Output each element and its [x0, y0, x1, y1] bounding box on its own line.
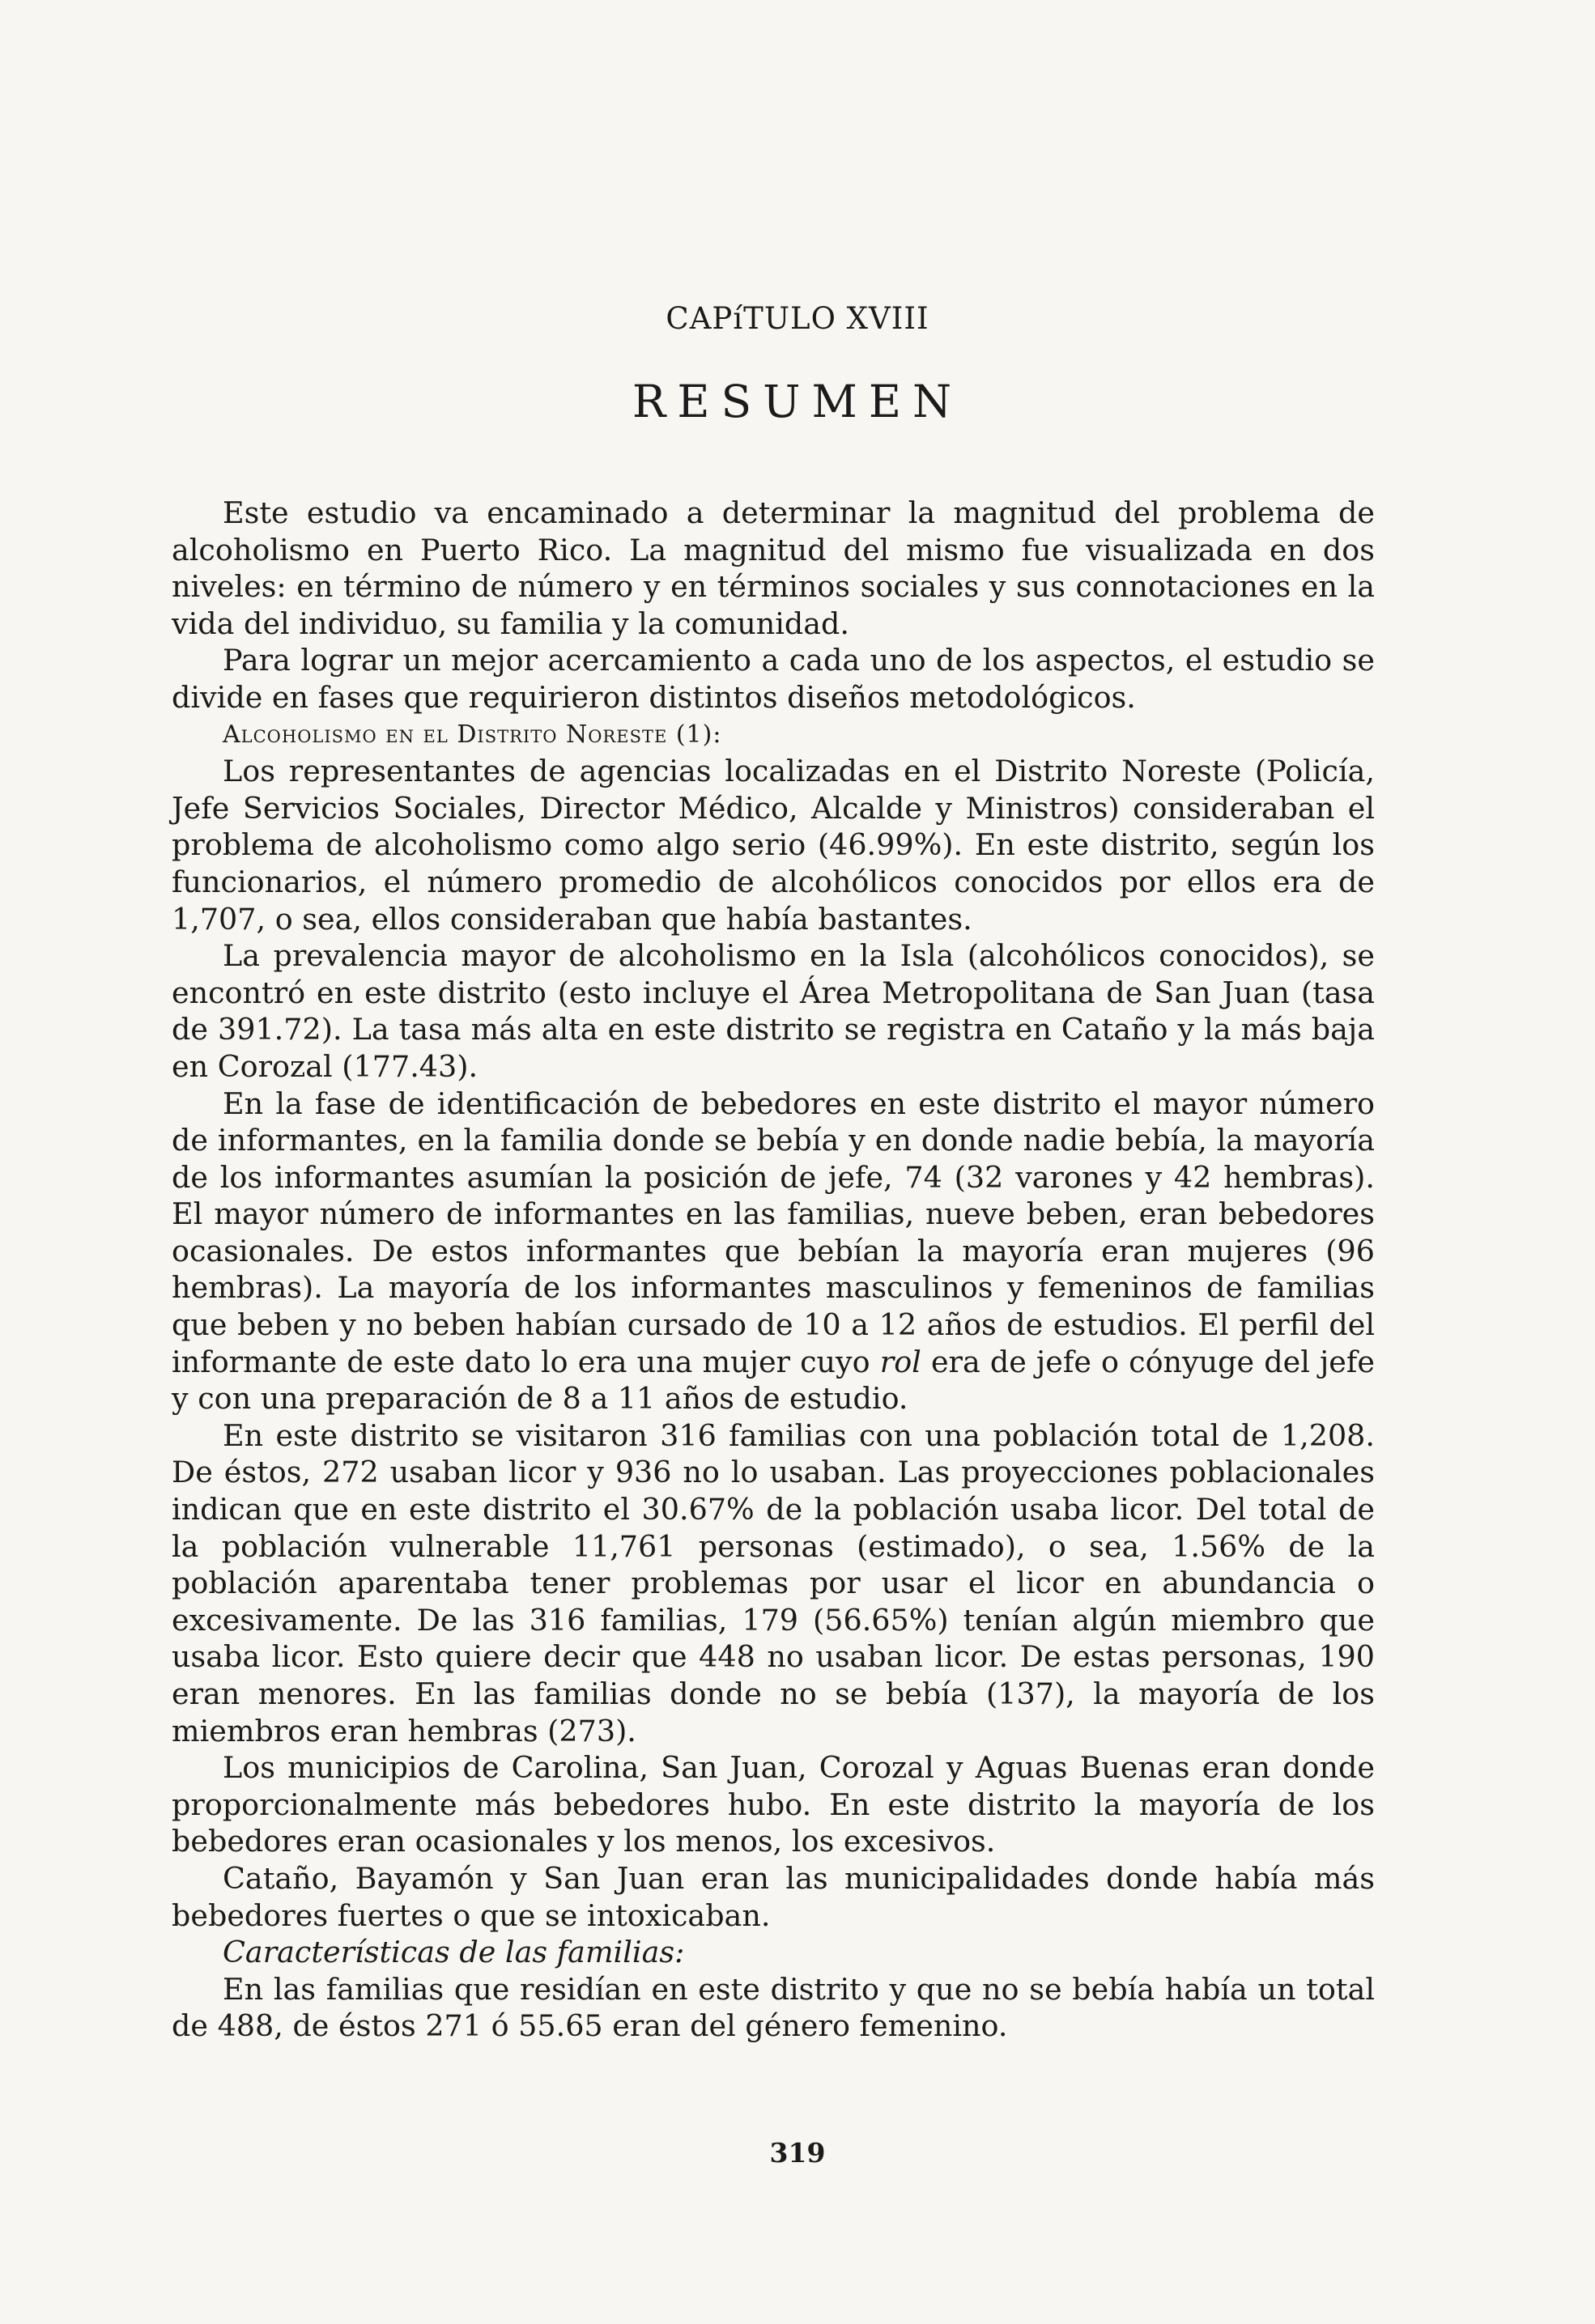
paragraph	[172, 1086, 1375, 1417]
paragraph: En este distrito se visitaron 316 familias con una población total de 1,208. De éstos, 272 usaban licor y 936 no lo usaban. Las proyecciones poblacionales indican que en este distrito el 30.67% de la población usaba licor. Del total de la población vulnerable 11,761 personas (estimado), o sea, 1.56% de la población aparentaba tener problemas por usar el licor en abundancia o excesivamente. De las 316 familias, 179 (56.65%) tenían algún miembro que usaba licor. Esto quiere decir que 448 no usaban licor. De estas personas, 190 eran menores. En las familias donde no se bebía (137), la mayoría de los miembros eran hembras (273).	[172, 1417, 1375, 1748]
italic-word: rol	[879, 1344, 921, 1379]
paragraph: En las familias que residían en este distrito y que no se bebía había un total de 488, de éstos 271 ó 55.65 eran del género femenino.	[172, 1971, 1375, 2044]
paragraph-text: era de jefe o cónyuge del jefe y con una preparación de 8 a 11 años de estudio.	[172, 1344, 1376, 1417]
chapter-title: RESUMEN	[632, 376, 963, 427]
page-number: 319	[769, 2137, 826, 2169]
paragraph: Para lograr un mejor acercamiento a cada uno de los aspectos, el estudio se divide en fases que requirieron distintos diseños metodológicos.	[172, 643, 1375, 715]
paragraph: Este estudio va encaminado a determinar la magnitud del problema de alcoholismo en Puerto Rico. La magnitud del mismo fue visualizada en dos niveles: en término de número y en términos sociales y sus connotaciones en la vida del individuo, su familia y la comunidad.	[172, 495, 1375, 641]
paragraph: Cataño, Bayamón y San Juan eran las municipalidades donde había más bebedores fuertes o que se intoxicaban.	[172, 1860, 1375, 1933]
chapter-label: CAPíTULO XVIII	[666, 301, 929, 336]
paragraph: La prevalencia mayor de alcoholismo en la Isla (alcohólicos conocidos), se encontró en este distrito (esto incluye el Área Metropolitana de San Juan (tasa de 391.72). La tasa más alta en este distrito se registra en Cataño y la más baja en Corozal (177.43).	[172, 938, 1375, 1084]
paragraph-text: En la fase de identificación de bebedores en este distrito el mayor número de informantes, en la familia donde se bebía y en donde nadie bebía, la mayoría de los informantes asumían la posición de jefe, 74 (32 varones y 42 hembras). El mayor número de informantes en las familias, nueve beben, eran bebedores ocasionales. De estos informantes que bebían la mayoría eran mujeres (96 hembras). La mayoría de los informantes masculinos y femeninos de familias que beben y no beben habían cursado de 10 a 12 años de estudios. El perfil del informante de este dato lo era una mujer cuyo	[172, 1086, 1375, 1379]
section-heading: Alcoholismo en el Distrito Noreste (1):	[223, 720, 722, 749]
paragraph: Los municipios de Carolina, San Juan, Corozal y Aguas Buenas eran donde proporcionalmente más bebedores hubo. En este distrito la mayoría de los bebedores eran ocasionales y los menos, los excesivos.	[172, 1750, 1375, 1859]
subsection-heading: Características de las familias:	[223, 1935, 685, 1970]
body-text	[172, 495, 1375, 2045]
paragraph: Los representantes de agencias localizadas en el Distrito Noreste (Policía, Jefe Servicios Sociales, Director Médico, Alcalde y Ministros) consideraban el problema de alcoholismo como algo serio (46.99%). En este distrito, según los funcionarios, el número promedio de alcohólicos conocidos por ellos era de 1,707, o sea, ellos consideraban que había bastantes.	[172, 754, 1375, 937]
